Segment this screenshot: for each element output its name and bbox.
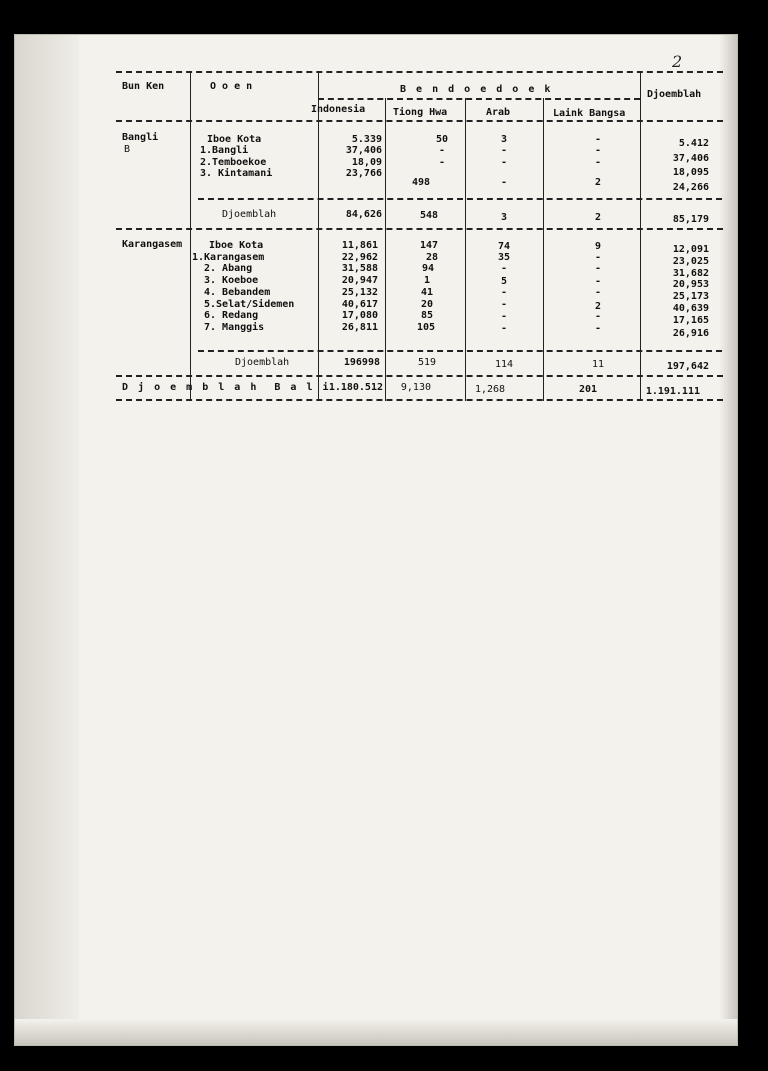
total-cell: 17,165 — [672, 315, 709, 326]
indonesia-cell: 18,09 — [351, 157, 382, 168]
header-other: Laink Bangsa — [553, 108, 626, 119]
tiong-hwa-cell: 519 — [417, 357, 436, 368]
other-cell: - — [594, 134, 602, 145]
arab-cell: 74 — [497, 241, 511, 252]
arab-cell: 3 — [500, 212, 508, 223]
total-cell: 24,266 — [672, 182, 709, 193]
tiong-hwa-cell: 20 — [420, 299, 433, 310]
other-cell: 9 — [594, 241, 602, 252]
tiong-hwa-cell: 94 — [421, 263, 434, 274]
district-cell: Iboe Kota — [209, 240, 264, 251]
rule-header-bottom — [116, 120, 723, 122]
other-cell: - — [594, 263, 602, 274]
total-cell: 40,639 — [672, 303, 709, 314]
total-cell: 25,173 — [672, 291, 709, 302]
regency-karangasem: Karangasem — [122, 239, 183, 250]
total-cell: 26,916 — [672, 328, 709, 339]
indonesia-cell: 22,962 — [341, 252, 378, 263]
arab-cell: 3 — [500, 134, 508, 145]
district-cell: 4. Bebandem — [204, 287, 271, 298]
indonesia-cell: 31,588 — [341, 263, 378, 274]
district-cell: 1.Bangli — [200, 145, 249, 156]
district-cell: 6. Redang — [204, 310, 259, 321]
district-cell: 1.Karangasem — [192, 252, 265, 263]
arab-cell: 114 — [494, 359, 514, 370]
tiong-hwa-cell: 1 — [423, 275, 430, 286]
tiong-hwa-cell: 85 — [420, 310, 433, 321]
indonesia-cell: 26,811 — [341, 322, 378, 333]
indonesia-cell: 25,132 — [341, 287, 378, 298]
district-cell: 3. Kintamani — [200, 168, 273, 179]
total-cell: 5.412 — [678, 138, 709, 149]
total-cell: 18,095 — [672, 167, 709, 178]
other-cell: 2 — [594, 301, 602, 312]
regency-bangli-mark: B — [124, 144, 131, 155]
arab-cell: 1,268 — [474, 384, 506, 395]
rule-grand-bottom — [116, 399, 723, 401]
header-tiong-hwa: Tiong Hwa — [393, 107, 448, 118]
tiong-hwa-cell: 498 — [411, 177, 430, 188]
header-group: B e n d o e d o e k — [400, 84, 553, 95]
tiong-hwa-cell: 147 — [419, 240, 438, 251]
other-cell: 11 — [591, 359, 605, 370]
district-cell: 3. Koeboe — [204, 275, 259, 286]
header-indonesia: Indonesia — [311, 104, 366, 115]
indonesia-cell: 20,947 — [341, 275, 378, 286]
header-arab: Arab — [486, 107, 511, 118]
divider-regency — [190, 71, 191, 401]
rule-bangli-subtotal-top — [198, 198, 722, 200]
tiong-hwa-cell: 28 — [425, 252, 438, 263]
tiong-hwa-cell: 41 — [420, 287, 433, 298]
header-district: O o e n — [210, 81, 253, 92]
arab-cell: - — [500, 287, 508, 298]
tiong-hwa-cell: - — [438, 157, 445, 168]
indonesia-cell: 5.339 — [351, 134, 382, 145]
divider-indonesia — [385, 98, 386, 401]
regency-bangli: Bangli — [122, 132, 159, 143]
divider-other — [640, 71, 641, 401]
arab-cell: 35 — [497, 252, 511, 263]
total-cell: 197,642 — [666, 361, 709, 372]
rule-group-under — [318, 98, 640, 100]
rule-karangasem-bottom — [116, 375, 723, 377]
page-number: 2 — [672, 52, 683, 71]
subtotal-label: Djoemblah — [235, 357, 290, 368]
page-shadow-left — [15, 35, 79, 1045]
other-cell: - — [594, 323, 602, 334]
total-cell: 1.191.111 — [645, 386, 700, 397]
tiong-hwa-cell: 548 — [419, 210, 438, 221]
arab-cell: - — [500, 323, 508, 334]
arab-cell: 5 — [500, 276, 508, 287]
header-total: Djoemblah — [647, 89, 702, 100]
arab-cell: - — [500, 299, 508, 310]
rule-bangli-bottom — [116, 228, 723, 230]
page-shadow-right — [719, 35, 737, 1045]
subtotal-label: Djoemblah — [222, 209, 277, 220]
other-cell: 2 — [594, 212, 602, 223]
indonesia-cell: 40,617 — [341, 299, 378, 310]
total-cell: 85,179 — [672, 214, 709, 225]
district-cell: 2.Temboekoe — [200, 157, 267, 168]
other-cell: - — [594, 276, 602, 287]
arab-cell: - — [500, 177, 508, 188]
arab-cell: - — [500, 311, 508, 322]
tiong-hwa-cell: 9,130 — [400, 382, 431, 393]
other-cell: - — [594, 311, 602, 322]
header-regency: Bun Ken — [122, 81, 165, 92]
arab-cell: - — [500, 145, 508, 156]
indonesia-cell: 84,626 — [345, 209, 382, 220]
arab-cell: - — [500, 263, 508, 274]
other-cell: - — [594, 157, 602, 168]
district-cell: 2. Abang — [204, 263, 253, 274]
tiong-hwa-cell: 105 — [416, 322, 435, 333]
tiong-hwa-cell: 50 — [435, 134, 448, 145]
indonesia-cell: 23,766 — [345, 168, 382, 179]
indonesia-cell: 37,406 — [345, 145, 382, 156]
divider-district — [318, 71, 319, 401]
district-cell: Iboe Kota — [207, 134, 262, 145]
page-shadow-bottom — [15, 1019, 737, 1045]
total-cell: 31,682 — [672, 268, 709, 279]
other-cell: 201 — [578, 384, 598, 395]
other-cell: 2 — [594, 177, 602, 188]
tiong-hwa-cell: - — [438, 145, 445, 156]
arab-cell: - — [500, 157, 508, 168]
other-cell: - — [594, 287, 602, 298]
total-cell: 23,025 — [672, 256, 709, 267]
other-cell: - — [594, 145, 602, 156]
indonesia-cell: 1.180.512 — [328, 382, 383, 393]
divider-arab — [543, 98, 544, 401]
total-cell: 12,091 — [672, 244, 709, 255]
indonesia-cell: 11,861 — [341, 240, 378, 251]
indonesia-cell: 196998 — [343, 357, 380, 368]
rule-top — [116, 71, 723, 73]
total-cell: 20,953 — [672, 279, 709, 290]
indonesia-cell: 17,080 — [341, 310, 378, 321]
district-cell: 5.Selat/Sidemen — [204, 299, 295, 310]
total-cell: 37,406 — [672, 153, 709, 164]
other-cell: - — [594, 252, 602, 263]
district-cell: 7. Manggis — [204, 322, 265, 333]
grand-total-label: D j o e m b l a h B a l i — [122, 382, 331, 393]
rule-karangasem-subtotal-top — [198, 350, 722, 352]
